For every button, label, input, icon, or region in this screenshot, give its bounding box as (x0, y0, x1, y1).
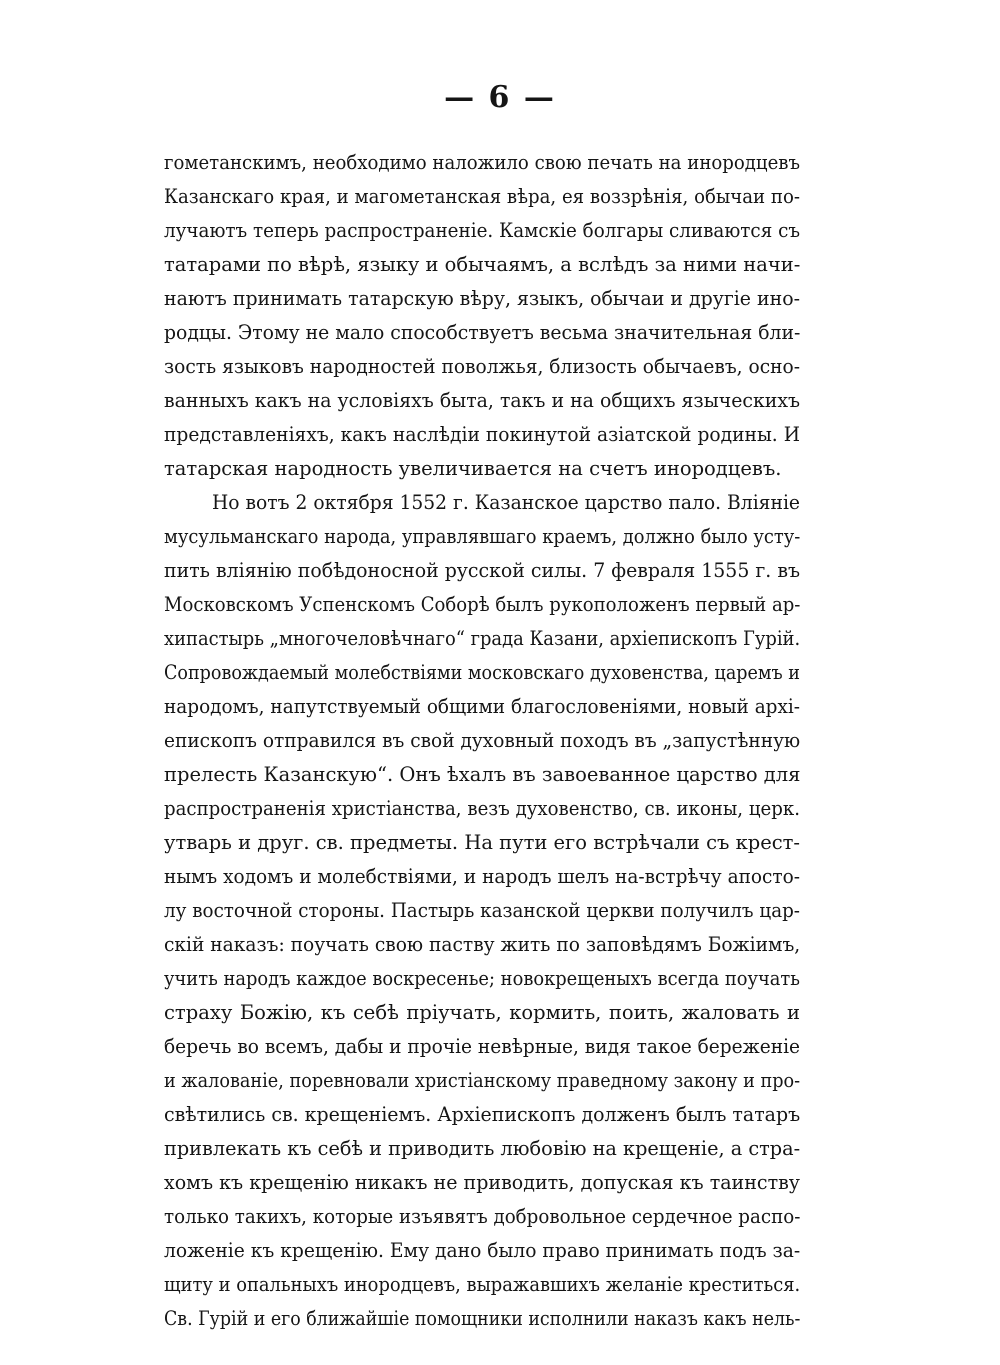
text-line: хомъ къ крещенію никакъ не приводить, допуская къ таинству (164, 1171, 800, 1194)
text-line: гометанскимъ, необходимо наложило свою печать на инородцевъ (164, 151, 800, 174)
text-line: привлекать къ себѣ и приводить любовію на крещеніе, а стра- (164, 1137, 801, 1160)
text-line: Св. Гурій и его ближайшіе помощники исполнили наказъ какъ нель- (164, 1307, 801, 1330)
text-line: хипастырь „многочеловѣчнаго“ града Казани, архіепископъ Гурій. (164, 627, 801, 650)
text-line: Но вотъ 2 октября 1552 г. Казанское царство пало. Вліяніе (211, 491, 800, 514)
text-line: епископъ отправился въ свой духовный походъ въ „запустѣнную (164, 729, 801, 752)
text-line: пить вліянію побѣдоносной русской силы. 7 февраля 1555 г. въ (164, 559, 800, 582)
text-line: только такихъ, которые изъявятъ добровольное сердечное распо- (164, 1205, 801, 1228)
text-line: страху Божію, къ себѣ пріучать, кормить, поить, жаловать и (164, 1001, 800, 1024)
text-line: и жалованіе, поревновали христіанскому праведному закону и про- (164, 1069, 801, 1092)
text-line: скій наказъ: поучать свою паству жить по заповѣдямъ Божіимъ, (164, 933, 801, 956)
text-line: распространенія христіанства, везъ духовенство, св. иконы, церк. (164, 797, 800, 820)
text-line: родцы. Этому не мало способствуетъ весьма значительная бли- (164, 321, 801, 344)
text-line: учить народъ каждое воскресенье; новокрещеныхъ всегда поучать (164, 967, 800, 990)
text-line: Сопровождаемый молебствіями московскаго духовенства, царемъ и (164, 661, 800, 684)
text-line: щиту и опальныхъ инородцевъ, выражавшихъ желаніе креститься. (164, 1273, 801, 1296)
text-line: беречь во всемъ, дабы и прочіе невѣрные, видя такое береженіе (164, 1035, 801, 1058)
text-line: народомъ, напутствуемый общими благословеніями, новый архі- (164, 695, 800, 718)
text-line: лучаютъ теперь распространеніе. Камскіе болгары сливаются съ (164, 219, 800, 242)
text-line: Казанскаго края, и магометанская вѣра, ея воззрѣнія, обычаи по- (164, 185, 800, 208)
text-line: татарская народность увеличивается на счетъ инородцевъ. (164, 457, 782, 480)
text-line: лу восточной стороны. Пастырь казанской церкви получилъ цар- (164, 899, 800, 922)
text-line: наютъ принимать татарскую вѣру, языкъ, обычаи и другіе ино- (164, 287, 800, 310)
text-line: ванныхъ какъ на условіяхъ быта, такъ и на общихъ языческихъ (164, 389, 800, 412)
text-line: Московскомъ Успенскомъ Соборѣ былъ рукоположенъ первый ар- (164, 593, 801, 616)
page-number: — 6 — (444, 80, 556, 115)
text-line: представленіяхъ, какъ наслѣдіи покинутой азіатской родины. И (164, 423, 800, 446)
text-line: прелесть Казанскую“. Онъ ѣхалъ въ завоеванное царство для (164, 763, 801, 786)
page-text (164, 146, 800, 1336)
text-line: свѣтились св. крещеніемъ. Архіепископъ долженъ былъ татаръ (164, 1103, 801, 1126)
text-line: ложеніе къ крещенію. Ему дано было право принимать подъ за- (164, 1239, 801, 1262)
text-line: зость языковъ народностей поволжья, близость обычаевъ, осно- (164, 355, 800, 378)
text-line: нымъ ходомъ и молебствіями, и народъ шелъ на-встрѣчу апосто- (164, 865, 800, 888)
text-line: мусульманскаго народа, управлявшаго краемъ, должно было усту- (164, 525, 801, 548)
text-line: утварь и друг. св. предметы. На пути его встрѣчали съ крест- (164, 831, 800, 854)
text-line: татарами по вѣрѣ, языку и обычаямъ, а вслѣдъ за ними начи- (164, 253, 801, 276)
